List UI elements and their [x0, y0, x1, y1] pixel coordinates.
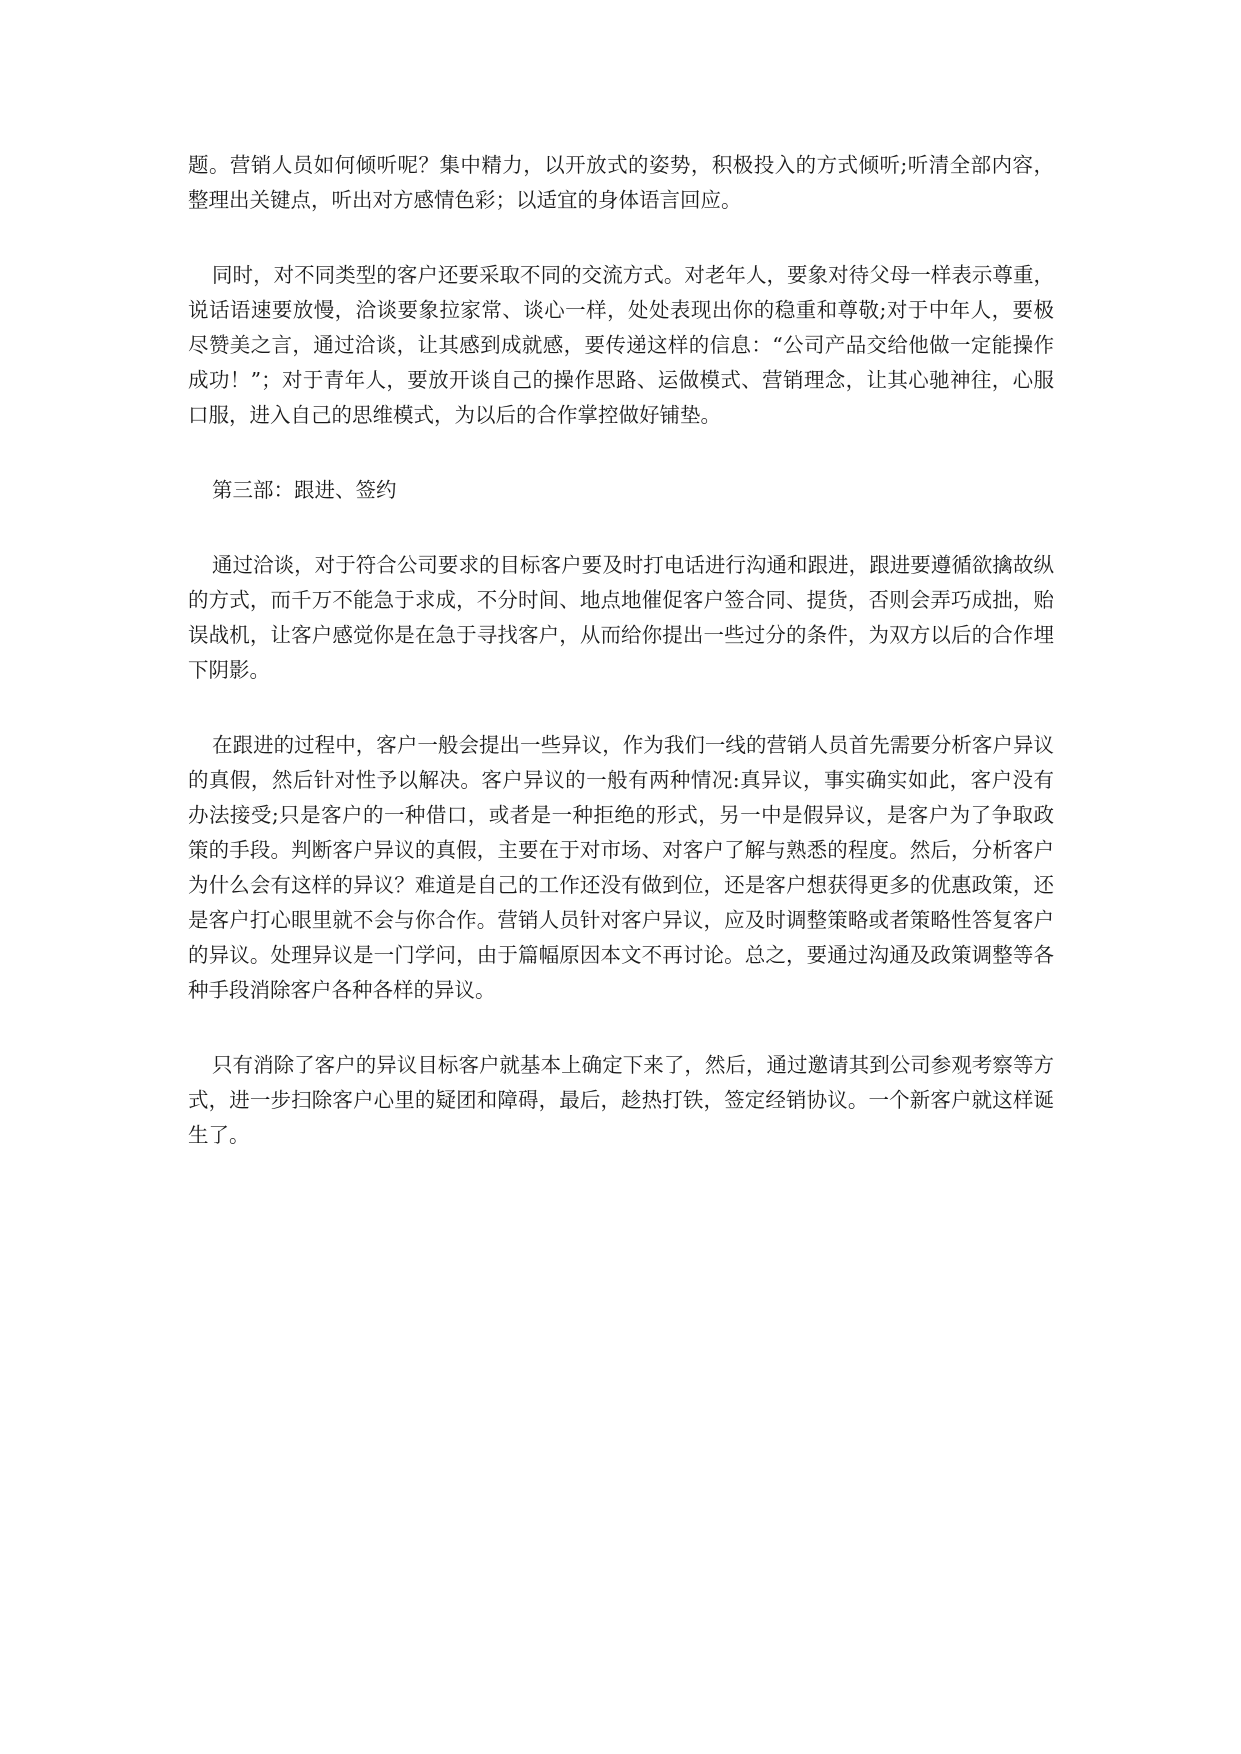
paragraph-listening: 题。营销人员如何倾听呢？集中精力，以开放式的姿势，积极投入的方式倾听;听清全部内容，整理出关键点，听出对方感情色彩；以适宜的身体语言回应。: [188, 153, 1054, 212]
paragraph-customer-types: 同时，对不同类型的客户还要采取不同的交流方式。对老年人，要象对待父母一样表示尊重，说话语速要放慢，洽谈要象拉家常、谈心一样，处处表现出你的稳重和尊敬;对于中年人，要极尽赞美之言，通过洽谈，让其感到成就感，要传递这样的信息：“公司产品交给他做一定能操作成功！”；对于青年人，要放开谈自己的操作思路、运做模式、营销理念，让其心驰神往，心服口服，进入自己的思维模式，为以后的合作掌控做好铺垫。: [188, 263, 1054, 427]
section-heading-follow-up: 第三部：跟进、签约: [212, 478, 397, 502]
paragraph-objections: 在跟进的过程中，客户一般会提出一些异议，作为我们一线的营销人员首先需要分析客户异议的真假，然后针对性予以解决。客户异议的一般有两种情况:真异议，事实确实如此，客户没有办法接受;只是客户的一种借口，或者是一种拒绝的形式，另一中是假异议，是客户为了争取政策的手段。判断客户异议的真假，主要在于对市场、对客户了解与熟悉的程度。然后，分析客户为什么会有这样的异议？难道是自己的工作还没有做到位，还是客户想获得更多的优惠政策，还是客户打心眼里就不会与你合作。营销人员针对客户异议，应及时调整策略或者策略性答复客户的异议。处理异议是一门学问，由于篇幅原因本文不再讨论。总之，要通过沟通及政策调整等各种手段消除客户各种各样的异议。: [188, 733, 1054, 1002]
paragraph-follow-up: 通过洽谈，对于符合公司要求的目标客户要及时打电话进行沟通和跟进，跟进要遵循欲擒故纵的方式，而千万不能急于求成，不分时间、地点地催促客户签合同、提货，否则会弄巧成拙，贻误战机，让客户感觉你是在急于寻找客户，从而给你提出一些过分的条件，为双方以后的合作埋下阴影。: [188, 553, 1054, 682]
document-body: [188, 148, 1054, 1193]
paragraph-closing: 只有消除了客户的异议目标客户就基本上确定下来了，然后，通过邀请其到公司参观考察等方式，进一步扫除客户心里的疑团和障碍，最后，趁热打铁，签定经销协议。一个新客户就这样诞生了。: [188, 1053, 1054, 1147]
